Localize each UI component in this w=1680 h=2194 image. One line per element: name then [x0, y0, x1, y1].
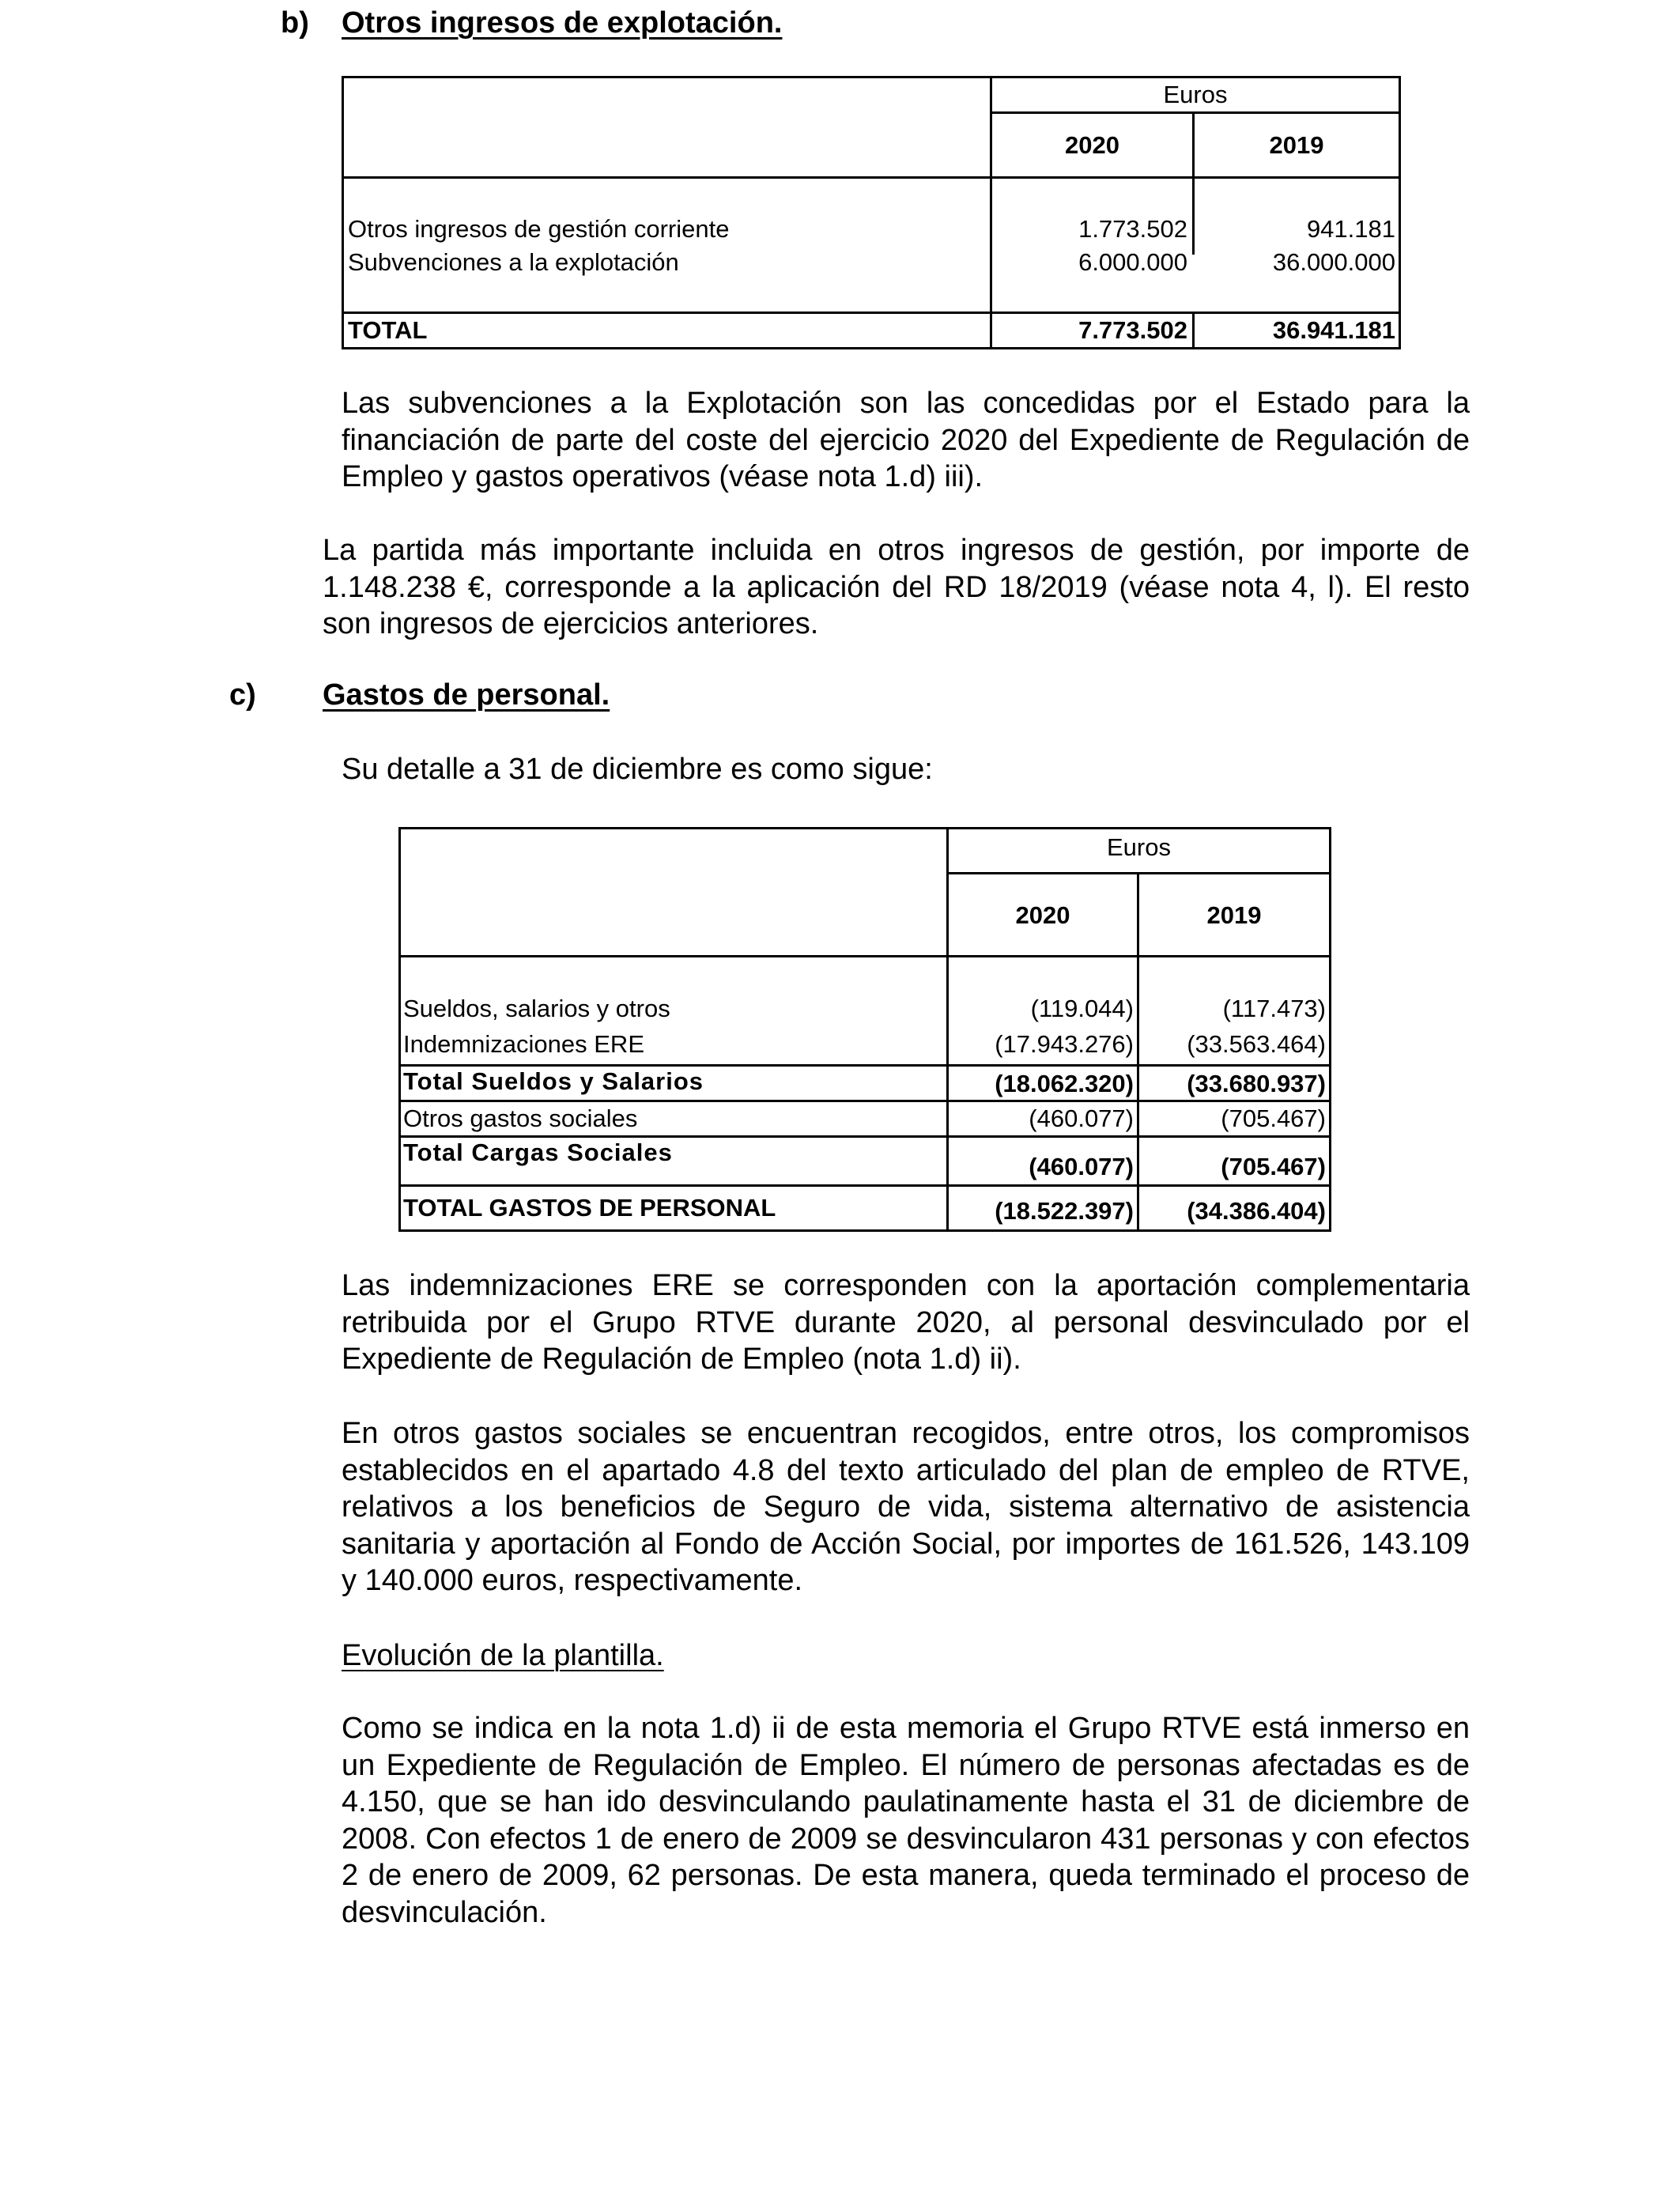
table-border: [1329, 827, 1331, 1232]
total-value-2019: (34.386.404): [1187, 1197, 1326, 1225]
table-border: [398, 1184, 1331, 1187]
table2-header-2019: 2019: [1206, 901, 1262, 929]
row-value-2020: (17.943.276): [995, 1030, 1134, 1058]
row-value-2019: (33.680.937): [1187, 1070, 1326, 1097]
total-value-2019: 36.941.181: [1272, 316, 1395, 344]
table-gastos-personal: [398, 827, 1331, 1232]
total-value-2020: (18.522.397): [995, 1197, 1134, 1225]
table-border: [398, 827, 401, 1232]
paragraph-evolucion: Como se indica en la nota 1.d) ii de esta memoria el Grupo RTVE está inmerso en un Expediente de Regulación de Empleo. El número de personas afectadas es de 4.150, que se han ido desvinculando paulatinamente hasta el 31 de diciembre de 2008. Con efectos 1 de enero de 2009 se desvincularon 431 personas y con efectos 2 de enero de 2009, 62 personas. De esta manera, queda terminado el proceso de desvinculación.: [342, 1712, 1470, 1929]
table-border: [342, 76, 344, 349]
total-label: TOTAL GASTOS DE PERSONAL: [403, 1194, 776, 1222]
total-label: TOTAL: [348, 316, 428, 344]
subheading-evolucion-plantilla: Evolución de la plantilla.: [342, 1639, 664, 1672]
table-border: [342, 347, 1401, 349]
table-border: [990, 76, 992, 349]
table2-header-euros: Euros: [1107, 833, 1171, 861]
row-value-2020: (460.077): [1029, 1105, 1134, 1132]
table-border: [398, 1064, 1331, 1067]
row-value-2019: 36.000.000: [1272, 248, 1395, 276]
row-label: Otros gastos sociales: [403, 1105, 638, 1132]
table-border: [398, 955, 1331, 957]
row-value-2020: (18.062.320): [995, 1070, 1134, 1097]
paragraph-otros-gastos-sociales: En otros gastos sociales se encuentran recogidos, entre otros, los compromisos establecidos en el apartado 4.8 del texto articulado del plan de empleo de RTVE, relativos a los beneficios de Seguro de vida, sistema alternativo de asistencia sanitaria y aportación al Fondo de Acción Social, por importes de 161.526, 143.109 y 140.000 euros, respectivamente.: [342, 1417, 1470, 1597]
total-value-2020: 7.773.502: [1078, 316, 1187, 344]
table-border: [946, 872, 1331, 874]
row-value-2020: 1.773.502: [1078, 215, 1187, 243]
section-b-title: Otros ingresos de explotación.: [342, 6, 783, 40]
row-label: Total Sueldos y Salarios: [403, 1067, 704, 1095]
row-value-2020: (460.077): [1029, 1153, 1134, 1180]
table1-header-euros: Euros: [1163, 81, 1228, 108]
row-value-2019: (705.467): [1221, 1153, 1326, 1180]
row-label: Sueldos, salarios y otros: [403, 995, 670, 1022]
table-border: [1399, 76, 1401, 349]
section-b-heading: [0, 6, 949, 40]
section-b-label: b): [281, 6, 309, 40]
row-value-2020: (119.044): [1030, 995, 1134, 1022]
table2-header-2020: 2020: [1015, 901, 1070, 929]
table-border: [398, 827, 1331, 829]
table-border: [398, 1135, 1331, 1138]
paragraph-indemnizaciones: Las indemnizaciones ERE se corresponden con la aportación complementaria retribuida por el Grupo RTVE durante 2020, al personal desvinculado por el Expediente de Regulación de Empleo (nota 1.d) ii).: [342, 1269, 1470, 1376]
row-value-2019: 941.181: [1306, 215, 1395, 243]
table-border: [398, 1229, 1331, 1232]
table-border: [342, 312, 1401, 314]
row-value-2019: (117.473): [1222, 995, 1326, 1022]
table-border: [342, 76, 1401, 78]
row-value-2019: (33.563.464): [1187, 1030, 1326, 1058]
row-label: Indemnizaciones ERE: [403, 1030, 644, 1058]
row-label: Otros ingresos de gestión corriente: [348, 215, 730, 243]
row-value-2019: (705.467): [1221, 1105, 1326, 1132]
table1-header-2019: 2019: [1269, 131, 1324, 159]
section-c-label: c): [229, 678, 256, 712]
section-c-title: Gastos de personal.: [323, 678, 610, 712]
table-border: [990, 111, 1401, 114]
table-border: [398, 1100, 1331, 1102]
row-value-2020: 6.000.000: [1078, 248, 1187, 276]
row-label: Subvenciones a la explotación: [348, 248, 679, 276]
table-border: [342, 176, 1401, 179]
table1-header-2020: 2020: [1065, 131, 1119, 159]
paragraph-subvenciones: Las subvenciones a la Explotación son las concedidas por el Estado para la financiación de parte del coste del ejercicio 2020 del Expediente de Regulación de Empleo y gastos operativos (véase nota 1.d) iii).: [342, 387, 1470, 493]
paragraph-partida-importante: La partida más importante incluida en otros ingresos de gestión, por importe de 1.148.238 €, corresponde a la aplicación del RD 18/2019 (véase nota 4, l). El resto son ingresos de ejercicios anteriores.: [323, 534, 1470, 640]
table-otros-ingresos: [342, 76, 1401, 349]
row-label: Total Cargas Sociales: [403, 1139, 673, 1166]
intro-detalle: Su detalle a 31 de diciembre es como sigue:: [342, 753, 933, 786]
section-c-heading: [0, 678, 949, 712]
